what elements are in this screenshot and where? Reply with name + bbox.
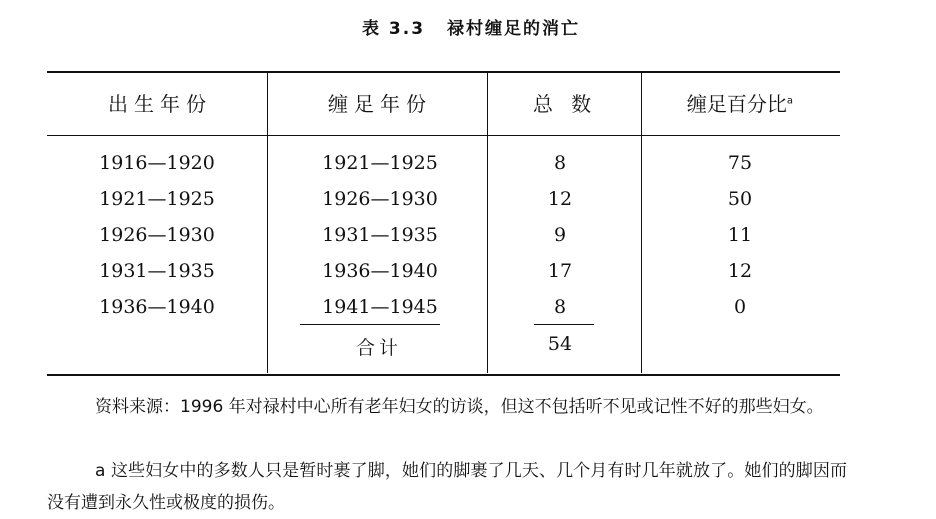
cell-total: 8 <box>553 152 567 174</box>
table-title <box>0 14 936 39</box>
sum-row-total: 54 <box>547 333 573 355</box>
table-caption: 禄村缠足的消亡 <box>446 19 580 39</box>
cell-total: 12 <box>547 188 573 210</box>
cell-percent: 12 <box>727 260 753 282</box>
footnote-a: a 这些妇女中的多数人只是暂时裹了脚，她们的脚裹了几天、几个月有时几年就放了。她们的脚因而没有遭到永久性或极度的损伤。 <box>47 461 847 513</box>
table-header-rule <box>47 135 840 136</box>
cell-binding-years: 1936—1940 <box>322 260 438 282</box>
column-divider-2 <box>487 73 488 373</box>
table-number: 表 3.3 <box>362 19 426 39</box>
cell-birth-years: 1931—1935 <box>99 260 215 282</box>
table-bottom-rule <box>47 374 840 376</box>
footnote-marker: a <box>786 95 794 107</box>
cell-binding-years: 1926—1930 <box>322 188 438 210</box>
cell-binding-years: 1931—1935 <box>322 224 438 246</box>
header-percent <box>650 88 830 117</box>
cell-birth-years: 1916—1920 <box>99 152 215 174</box>
cell-binding-years: 1941—1945 <box>322 296 438 318</box>
source-note: 资料来源：1996 年对禄村中心所有老年妇女的访谈，但这不包括听不见或记性不好的那些妇女。 <box>95 397 824 417</box>
header-binding-years: 缠足年份 <box>328 92 432 116</box>
cell-percent: 11 <box>727 224 753 246</box>
column-divider-3 <box>641 73 642 373</box>
header-total: 总 数 <box>532 92 598 116</box>
header-percent-text: 缠足百分比 <box>686 92 787 116</box>
cell-birth-years: 1936—1940 <box>99 296 215 318</box>
sum-row-label: 合计 <box>356 337 403 359</box>
header-birth-years: 出生年份 <box>108 92 212 116</box>
cell-percent: 50 <box>727 188 753 210</box>
total-sum-line <box>534 324 594 325</box>
table-top-rule <box>47 71 840 73</box>
column-divider-1 <box>267 73 268 373</box>
cell-birth-years: 1926—1930 <box>99 224 215 246</box>
cell-total: 8 <box>553 296 567 318</box>
cell-birth-years: 1921—1925 <box>99 188 215 210</box>
cell-total: 9 <box>553 224 567 246</box>
cell-percent: 0 <box>733 296 747 318</box>
binding-years-underline <box>300 324 440 325</box>
cell-binding-years: 1921—1925 <box>322 152 438 174</box>
cell-percent: 75 <box>727 152 753 174</box>
cell-total: 17 <box>547 260 573 282</box>
